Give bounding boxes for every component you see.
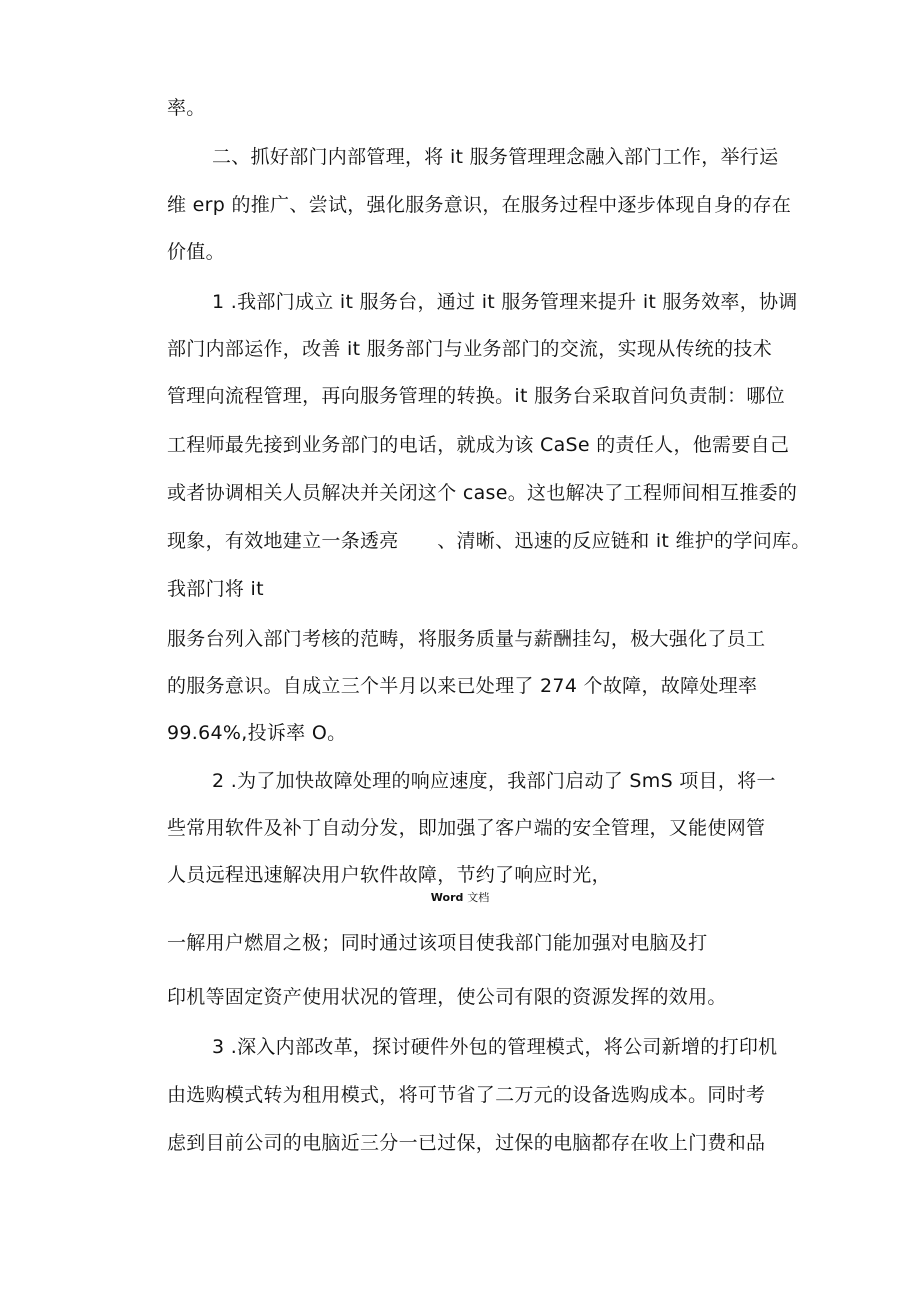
page-footer — [0, 891, 920, 905]
text-line-4: 价值。 — [167, 241, 225, 263]
text-line-15: 2 .为了加快故障处理的响应速度，我部门启动了 SmS 项目，将一 — [212, 770, 776, 792]
text-line-12: 服务台列入部门考核的范畴，将服务质量与薪酬挂勾，极大强化了员工 — [167, 628, 766, 650]
text-line-16: 些常用软件及补丁自动分发，即加强了客户端的安全管理，又能使网管 — [167, 817, 766, 839]
text-line-20: 3 .深入内部改革，探讨硬件外包的管理模式，将公司新增的打印机 — [212, 1036, 778, 1058]
text-line-6: 部门内部运作，改善 it 服务部门与业务部门的交流，实现从传统的技术 — [167, 338, 773, 360]
text-line-21: 由选购模式转为租用模式，将可节省了二万元的设备选购成本。同时考 — [167, 1084, 766, 1106]
text-line-5: 1 .我部门成立 it 服务台，通过 it 服务管理来提升 it 服务效率，协调 — [212, 291, 798, 313]
text-line-7: 管理向流程管理，再向服务管理的转换。it 服务台采取首问负责制：哪位 — [167, 385, 785, 407]
text-line-14: 99.64%,投诉率 O。 — [167, 722, 347, 744]
text-line-8: 工程师最先接到业务部门的电话，就成为该 CaSe 的责任人，他需要自己 — [167, 434, 790, 456]
text-line-19: 印机等固定资产使用状况的管理，使公司有限的资源发挥的效用。 — [167, 986, 727, 1008]
footer-word: Word — [430, 891, 464, 904]
text-line-3: 维 erp 的推广、尝试，强化服务意识，在服务过程中逐步体现自身的存在 — [167, 194, 792, 216]
text-line-1: 率。 — [167, 97, 206, 119]
text-line-9: 或者协调相关人员解决并关闭这个 case。这也解决了工程师间相互推委的 — [167, 482, 798, 504]
footer-label: 文档 — [467, 891, 490, 904]
text-line-13: 的服务意识。自成立三个半月以来已处理了 274 个故障，故障处理率 — [167, 675, 758, 697]
text-line-10: 现象，有效地建立一条透亮 、清晰、迅速的反应链和 it 维护的学问库。 — [167, 530, 811, 552]
text-line-17: 人员远程迅速解决用户软件故障，节约了响应时光， — [167, 864, 611, 886]
text-line-11: 我部门将 it — [167, 578, 264, 600]
text-line-2: 二、抓好部门内部管理，将 it 服务管理理念融入部门工作，举行运 — [212, 146, 779, 168]
text-line-22: 虑到目前公司的电脑近三分一已过保，过保的电脑都存在收上门费和品 — [167, 1132, 766, 1154]
text-line-18: 一解用户燃眉之极；同时通过该项目使我部门能加强对电脑及打 — [167, 932, 708, 954]
